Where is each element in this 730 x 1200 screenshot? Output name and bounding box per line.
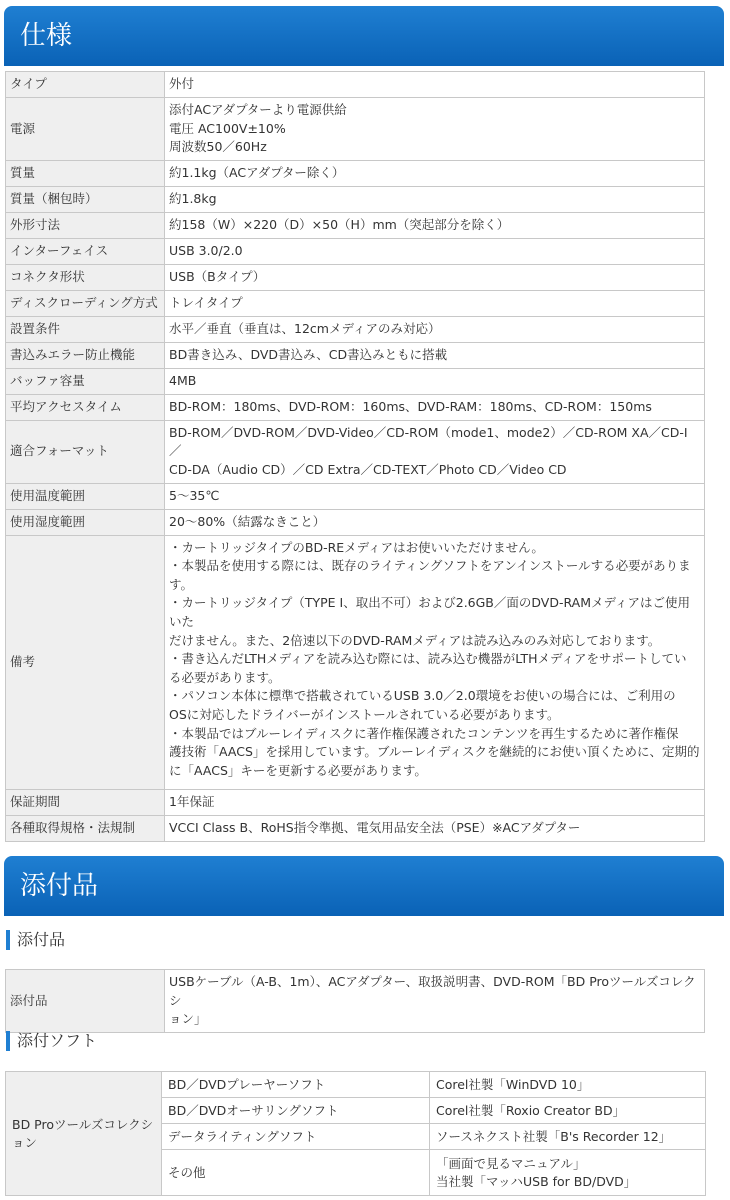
accessories-section-header — [4, 856, 724, 916]
row-value — [165, 420, 705, 483]
row-label: 備考 — [6, 535, 165, 789]
value-line: USB（Bタイプ） — [169, 268, 266, 284]
table-row — [6, 290, 705, 316]
row-value — [165, 509, 705, 535]
row-value — [165, 368, 705, 394]
spec-section-header — [4, 6, 724, 66]
value-line: 4MB — [169, 372, 197, 388]
spec-title: 仕様 — [20, 21, 73, 51]
value-line: ・パソコン本体に標準で搭載されているUSB 3.0／2.0環境をお使いの場合には、ご利用の — [169, 688, 676, 704]
table-row — [6, 368, 705, 394]
row-value — [165, 815, 705, 841]
row-label: バッファ容量 — [6, 368, 165, 394]
row-value — [165, 212, 705, 238]
value-line: 外付 — [169, 76, 195, 92]
table-row — [6, 160, 705, 186]
value-line: BD書き込み、DVD書込み、CD書込みともに搭載 — [169, 346, 448, 362]
table-row — [6, 72, 705, 98]
value-line: だけません。また、2倍速以下のDVD-RAMメディアは読み込みのみ対応しております。 — [169, 632, 661, 648]
accessories-subheading — [6, 930, 65, 950]
row-label: 適合フォーマット — [6, 420, 165, 483]
software-subheading — [6, 1031, 97, 1051]
row-label: 各種取得規格・法規制 — [6, 815, 165, 841]
value-line: 5〜35℃ — [169, 487, 220, 503]
value-line: 1年保証 — [169, 793, 215, 809]
row-value — [165, 483, 705, 509]
value-line: ・カートリッジタイプのBD-REメディアはお使いいただけません。 — [169, 539, 544, 555]
value-line: ・書き込んだLTHメディアを読み込む際には、読み込む機器がLTHメディアをサポートしてい — [169, 651, 687, 667]
table-row — [6, 970, 705, 1033]
row-label: 書込みエラー防止機能 — [6, 342, 165, 368]
software-vendor: Corel社製「Roxio Creator BD」 — [430, 1098, 706, 1124]
row-value — [165, 264, 705, 290]
row-label: 電源 — [6, 98, 165, 161]
value-line: 水平／垂直（垂直は、12cmメディアのみ対応） — [169, 320, 441, 336]
table-row — [6, 394, 705, 420]
software-group-label: BD Proツールズコレクシ ョン — [6, 1072, 162, 1196]
value-line: に「AACS」キーを更新する必要があります。 — [169, 762, 427, 778]
value-line: BD-ROM：180ms、DVD-ROM：160ms、DVD-RAM：180ms、CD-ROM：150ms — [169, 398, 652, 414]
table-row — [6, 342, 705, 368]
row-value — [165, 72, 705, 98]
value-line: VCCI Class B、RoHS指令準拠、電気用品安全法（PSE）※ACアダプター — [169, 819, 581, 835]
table-row — [6, 483, 705, 509]
software-name: データライティングソフト — [162, 1124, 430, 1150]
value-line: 周波数50／60Hz — [169, 139, 267, 155]
row-value — [165, 238, 705, 264]
table-row — [6, 420, 705, 483]
accessories-table — [5, 969, 705, 1033]
accessories-subheading-label: 添付品 — [17, 930, 66, 949]
value-line: BD-ROM／DVD-ROM／DVD-Video／CD-ROM（mode1、mode2）／CD-ROM XA／CD-I／ — [169, 424, 688, 459]
software-vendor: 「画面で見るマニュアル」 当社製「マッハUSB for BD/DVD」 — [430, 1150, 706, 1196]
table-row — [6, 509, 705, 535]
software-table — [5, 1071, 706, 1196]
row-value — [165, 394, 705, 420]
row-value — [165, 290, 705, 316]
row-label: 使用温度範囲 — [6, 483, 165, 509]
row-label: 添付品 — [6, 970, 165, 1033]
value-line: 約158（W）×220（D）×50（H）mm（突起部分を除く） — [169, 216, 510, 232]
table-row — [6, 815, 705, 841]
row-label: タイプ — [6, 72, 165, 98]
row-label: 外形寸法 — [6, 212, 165, 238]
table-row — [6, 789, 705, 815]
value-line: CD-DA（Audio CD）／CD Extra／CD-TEXT／Photo CD／Video CD — [169, 461, 567, 477]
row-label: 質量 — [6, 160, 165, 186]
row-value — [165, 535, 705, 789]
software-vendor: ソースネクスト社製「B's Recorder 12」 — [430, 1124, 706, 1150]
row-value — [165, 316, 705, 342]
table-row — [6, 186, 705, 212]
value-line: 約1.8kg — [169, 190, 217, 206]
row-label: ディスクローディング方式 — [6, 290, 165, 316]
row-value — [165, 186, 705, 212]
row-label: 保証期間 — [6, 789, 165, 815]
value-line: 護技術「AACS」を採用しています。ブルーレイディスクを継続的にお使い頂くために、定期的 — [169, 744, 700, 760]
software-name: BD／DVDプレーヤーソフト — [162, 1072, 430, 1098]
row-value — [165, 98, 705, 161]
software-name: その他 — [162, 1150, 430, 1196]
table-row — [6, 212, 705, 238]
table-row — [6, 1072, 706, 1098]
value-line: OSに対応したドライバーがインストールされている必要があります。 — [169, 706, 560, 722]
value-line: ・カートリッジタイプ（TYPE I、取出不可）および2.6GB／面のDVD-RAMメディアはご使用いた — [169, 595, 690, 629]
row-label: 使用湿度範囲 — [6, 509, 165, 535]
software-name: BD／DVDオーサリングソフト — [162, 1098, 430, 1124]
table-row — [6, 98, 705, 161]
value-line: す。 — [169, 576, 194, 592]
table-row — [6, 535, 705, 789]
row-label: コネクタ形状 — [6, 264, 165, 290]
value-line: ・本製品ではブルーレイディスクに著作権保護されたコンテンツを再生するために著作権保 — [169, 725, 679, 741]
value-line: 20〜80%（結露なきこと） — [169, 513, 326, 529]
row-label: 平均アクセスタイム — [6, 394, 165, 420]
row-value — [165, 789, 705, 815]
table-row — [6, 264, 705, 290]
row-label: 質量（梱包時） — [6, 186, 165, 212]
value-line: 約1.1kg（ACアダプター除く） — [169, 164, 345, 180]
table-row — [6, 316, 705, 342]
row-value — [165, 160, 705, 186]
value-line: ・本製品を使用する際には、既存のライティングソフトをアンインストールする必要がありま — [169, 558, 691, 574]
row-label: 設置条件 — [6, 316, 165, 342]
row-value — [165, 342, 705, 368]
row-label: インターフェイス — [6, 238, 165, 264]
value-line: トレイタイプ — [169, 294, 243, 310]
accessories-title: 添付品 — [20, 871, 99, 901]
software-vendor: Corel社製「WinDVD 10」 — [430, 1072, 706, 1098]
value-line: る必要があります。 — [169, 669, 281, 685]
row-value: USBケーブル（A-B、1m）、ACアダプター、取扱説明書、DVD-ROM「BD Proツールズコレクシ ョン」 — [165, 970, 705, 1033]
value-line: 電圧 AC100V±10% — [169, 120, 286, 136]
table-row — [6, 238, 705, 264]
spec-table — [5, 71, 705, 842]
value-line: USB 3.0/2.0 — [169, 242, 243, 258]
value-line: 添付ACアダプターより電源供給 — [169, 102, 347, 117]
software-subheading-label: 添付ソフト — [17, 1031, 98, 1050]
